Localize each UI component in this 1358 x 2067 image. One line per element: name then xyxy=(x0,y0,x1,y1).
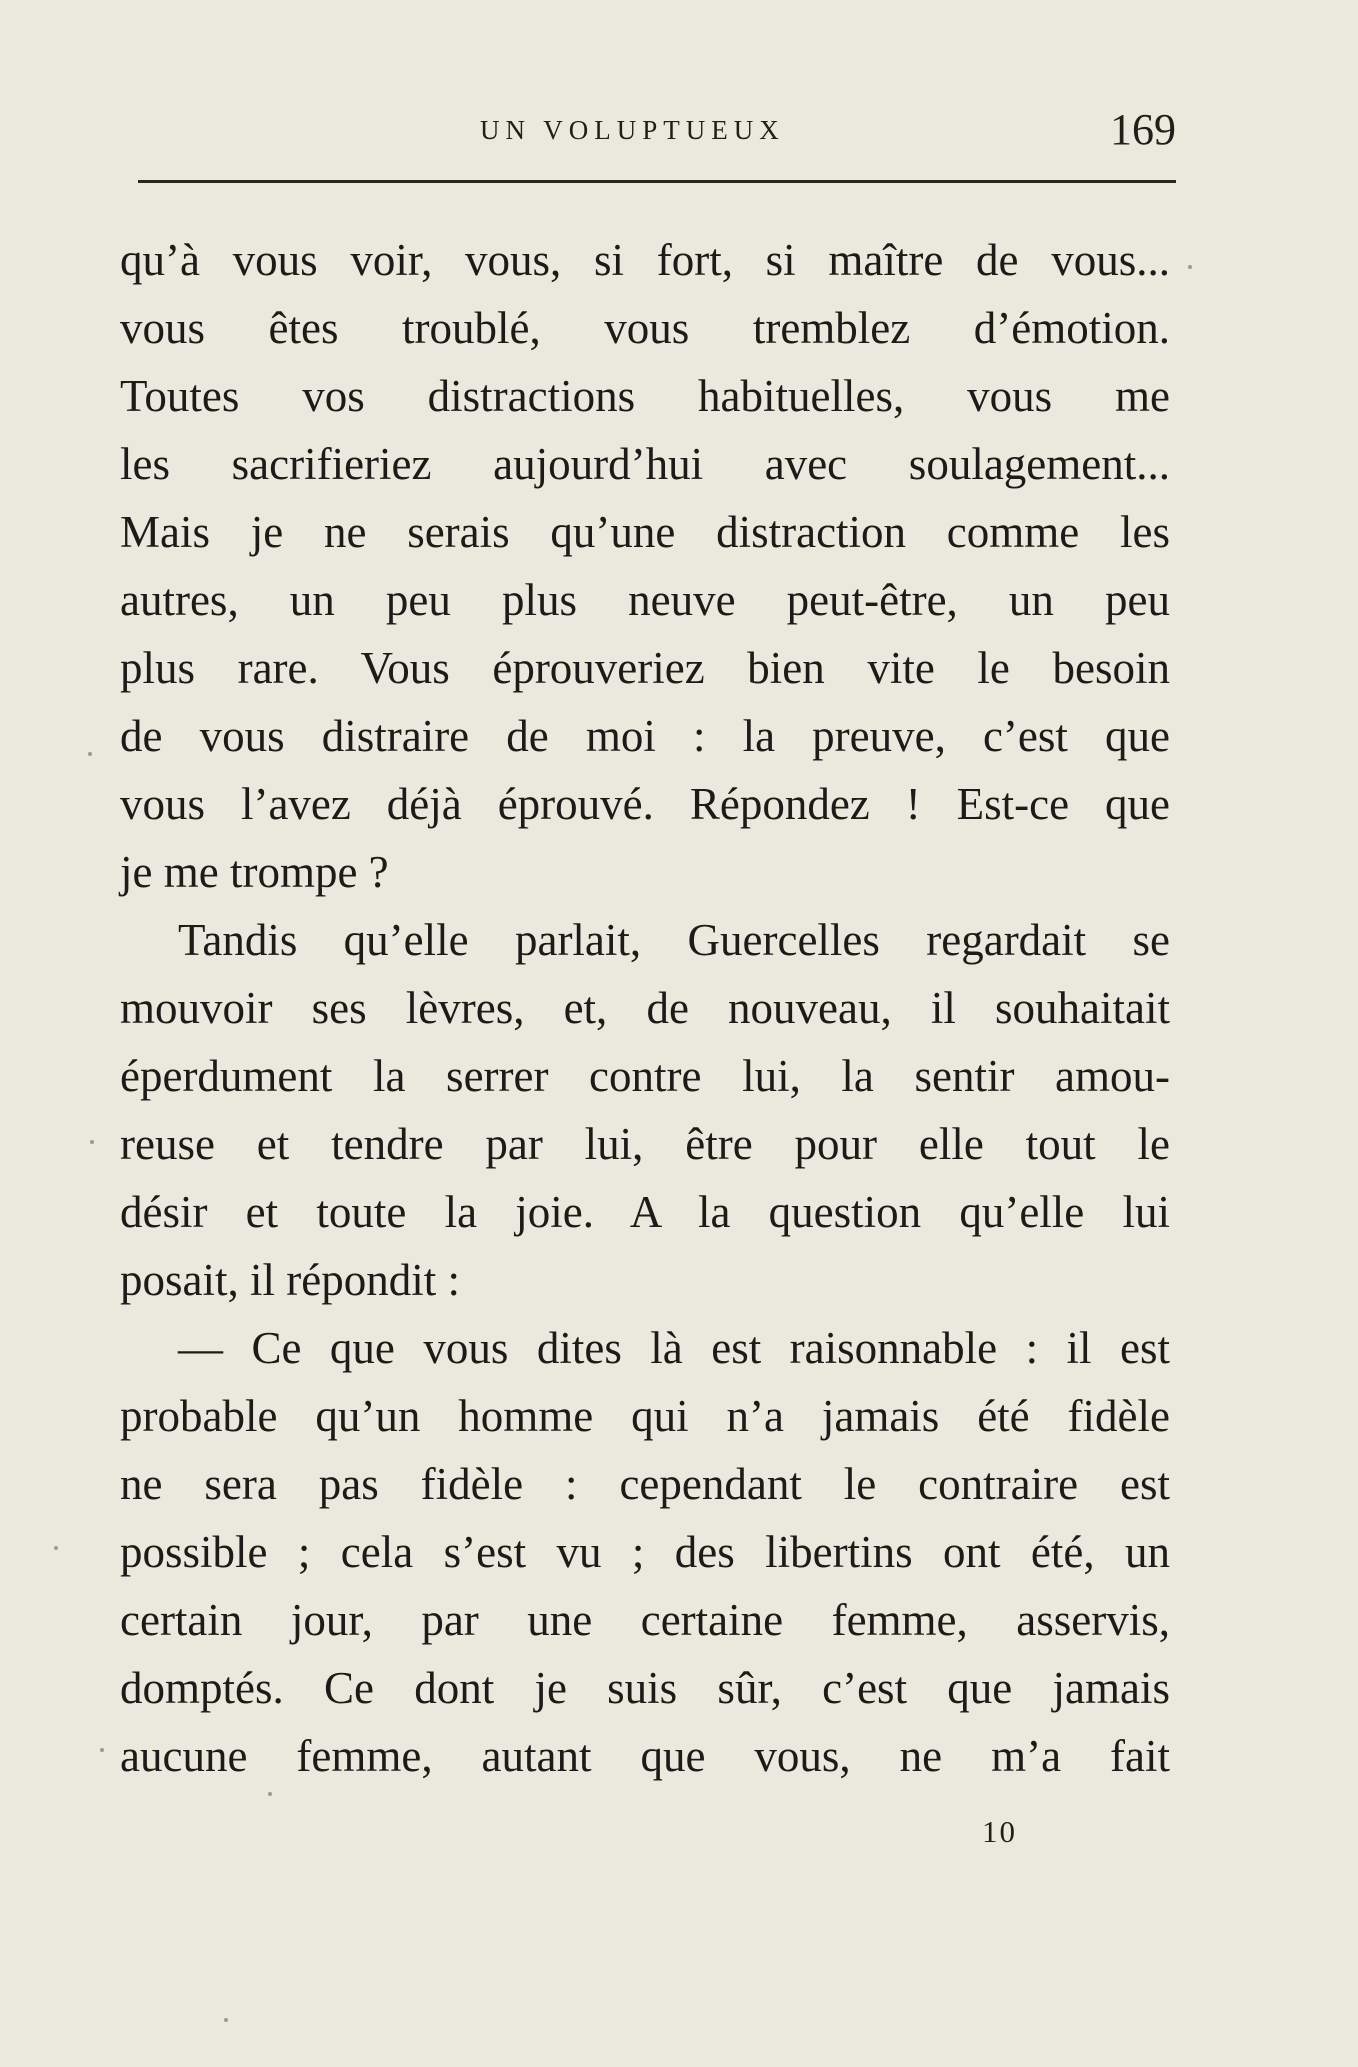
text-line: Toutes vos distractions habituelles, vous me xyxy=(120,371,1170,421)
text-line: vous êtes troublé, vous tremblez d’émotion. xyxy=(120,303,1170,353)
text-line: qu’à vous voir, vous, si fort, si maître de vous... xyxy=(120,235,1170,285)
text-line: ne sera pas fidèle : cependant le contraire est xyxy=(120,1459,1170,1509)
signature-mark: 10 xyxy=(982,1814,1017,1849)
text-line: certain jour, par une certaine femme, asservis, xyxy=(120,1595,1170,1645)
page-number: 169 xyxy=(1110,105,1176,154)
text-line: vous l’avez déjà éprouvé. Répondez ! Est-ce que xyxy=(120,779,1170,829)
header-rule xyxy=(138,180,1176,183)
text-line: je me trompe ? xyxy=(120,847,389,897)
text-line: posait, il répondit : xyxy=(120,1255,460,1305)
text-line: probable qu’un homme qui n’a jamais été fidèle xyxy=(120,1391,1170,1441)
text-line: les sacrifieriez aujourd’hui avec soulagement... xyxy=(120,439,1170,489)
text-line: désir et toute la joie. A la question qu’elle lui xyxy=(120,1187,1170,1237)
paper-speck xyxy=(90,1140,94,1144)
text-line: aucune femme, autant que vous, ne m’a fait xyxy=(120,1731,1170,1781)
paper-speck xyxy=(100,1748,104,1752)
text-line: de vous distraire de moi : la preuve, c’est que xyxy=(120,711,1170,761)
paper-speck xyxy=(54,1546,58,1550)
paper-speck xyxy=(268,1792,272,1796)
running-head xyxy=(0,105,1358,154)
text-line: reuse et tendre par lui, être pour elle tout le xyxy=(120,1119,1170,1169)
text-line: possible ; cela s’est vu ; des libertins ont été, un xyxy=(120,1527,1170,1577)
paper-speck xyxy=(88,752,92,756)
running-title: UN VOLUPTUEUX xyxy=(480,115,785,145)
paper-speck xyxy=(224,2018,228,2022)
text-line: mouvoir ses lèvres, et, de nouveau, il souhaitait xyxy=(120,983,1170,1033)
text-line: autres, un peu plus neuve peut-être, un peu xyxy=(120,575,1170,625)
body-text xyxy=(120,226,1170,1790)
text-line: domptés. Ce dont je suis sûr, c’est que jamais xyxy=(120,1663,1170,1713)
text-line: Mais je ne serais qu’une distraction comme les xyxy=(120,507,1170,557)
text-line: Tandis qu’elle parlait, Guercelles regardait se xyxy=(178,915,1170,965)
text-line: plus rare. Vous éprouveriez bien vite le besoin xyxy=(120,643,1170,693)
text-line: éperdument la serrer contre lui, la sentir amou- xyxy=(120,1051,1170,1101)
paper-speck xyxy=(1188,265,1192,269)
text-line: — Ce que vous dites là est raisonnable : il est xyxy=(178,1323,1170,1373)
